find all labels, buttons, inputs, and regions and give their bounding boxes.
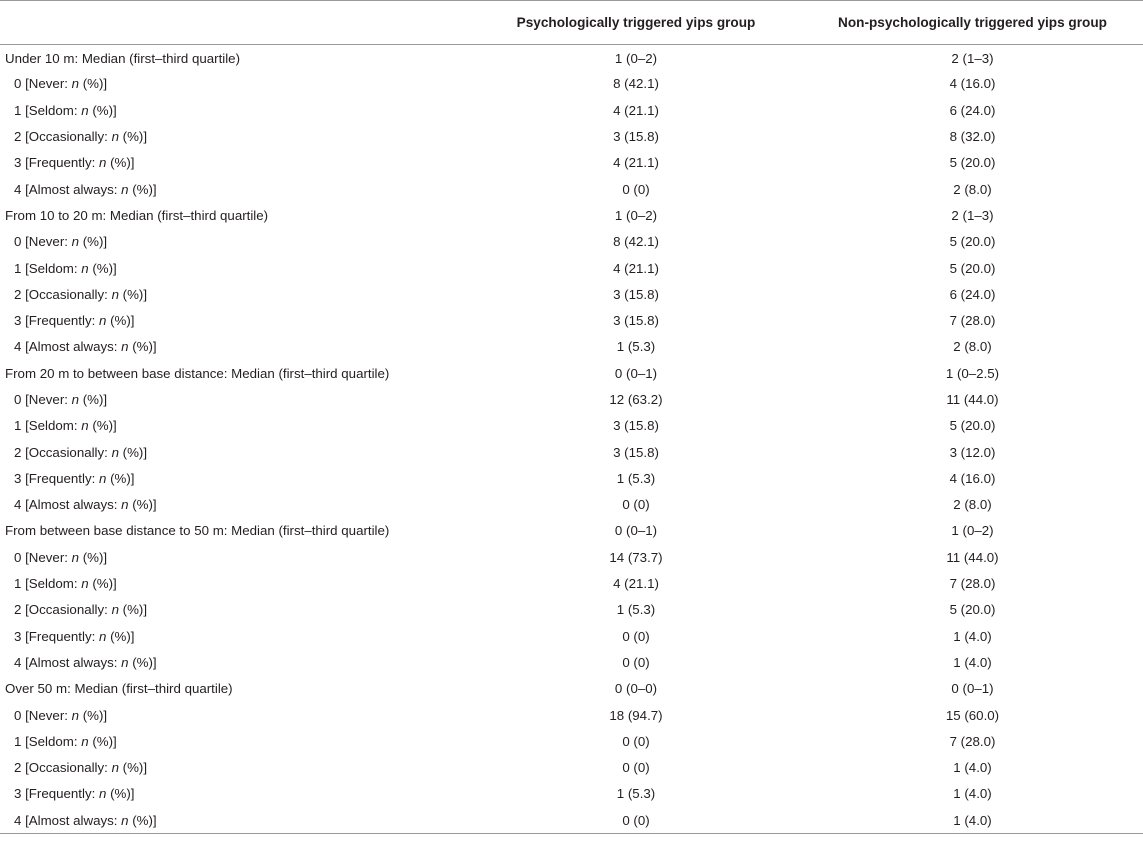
- table-row: [0, 150, 1143, 176]
- category-label: [0, 702, 470, 728]
- psychologically-triggered-value: 14 (73.7): [609, 549, 663, 565]
- non-psychologically-triggered-value: 2 (1–3): [951, 51, 994, 67]
- psychologically-triggered-value: 0 (0–1): [614, 365, 658, 381]
- category-suffix: (%)]: [128, 339, 157, 355]
- psychologically-triggered-value: 0 (0): [622, 654, 650, 670]
- category-prefix: 4 [Almost always:: [14, 654, 122, 670]
- psychologically-triggered-value: 3 (15.8): [613, 444, 659, 460]
- non-psychologically-triggered-value: 15 (60.0): [945, 707, 1000, 723]
- n-symbol: n: [111, 444, 119, 460]
- category-suffix: (%)]: [128, 812, 157, 828]
- category-label: [0, 97, 470, 123]
- n-symbol: n: [99, 155, 107, 171]
- category-prefix: 1 [Seldom:: [14, 102, 82, 118]
- non-psychologically-triggered-value: 1 (4.0): [953, 654, 992, 670]
- category-prefix: 2 [Occasionally:: [14, 286, 112, 302]
- category-prefix: 3 [Frequently:: [14, 786, 99, 802]
- category-suffix: (%)]: [79, 76, 108, 92]
- category-prefix: 4 [Almost always:: [14, 497, 122, 513]
- table-row: [0, 755, 1143, 781]
- category-prefix: 4 [Almost always:: [14, 339, 122, 355]
- table-header: [0, 1, 1143, 45]
- psychologically-triggered-value: 4 (21.1): [613, 260, 659, 276]
- category-prefix: 3 [Frequently:: [14, 313, 99, 329]
- non-psychologically-triggered-value: 5 (20.0): [949, 155, 996, 171]
- non-psychologically-triggered-value: 2 (8.0): [953, 497, 992, 513]
- category-label: [0, 623, 470, 649]
- table-row: [0, 465, 1143, 491]
- n-symbol: n: [121, 497, 129, 513]
- non-psychologically-triggered-value: 11 (44.0): [946, 549, 999, 565]
- table-row: [0, 176, 1143, 202]
- category-suffix: (%)]: [88, 418, 117, 434]
- category-prefix: 1 [Seldom:: [14, 418, 82, 434]
- category-label: [0, 123, 470, 149]
- psychologically-triggered-value: 12 (63.2): [609, 392, 663, 407]
- section-label: From 10 to 20 m: Median (first–third quartile): [5, 207, 269, 223]
- n-symbol: n: [111, 286, 119, 302]
- category-suffix: (%)]: [88, 576, 117, 592]
- psychologically-triggered-value: 0 (0–1): [614, 523, 658, 539]
- category-label: [0, 781, 470, 807]
- header-psychologically-triggered: Psychologically triggered yips group: [470, 1, 802, 45]
- category-suffix: (%)]: [128, 497, 157, 513]
- table-row: [0, 334, 1143, 360]
- category-prefix: 0 [Never:: [14, 549, 72, 565]
- category-prefix: 4 [Almost always:: [14, 181, 122, 197]
- category-label: [0, 465, 470, 491]
- non-psychologically-triggered-value: 4 (16.0): [949, 76, 996, 92]
- psychologically-triggered-value: 0 (0): [622, 497, 650, 513]
- category-label: [0, 71, 470, 97]
- n-symbol: n: [81, 260, 89, 276]
- category-label: [0, 544, 470, 570]
- n-symbol: n: [71, 76, 80, 92]
- psychologically-triggered-value: 8 (42.1): [613, 234, 659, 250]
- table-row: [0, 386, 1143, 412]
- category-label: [0, 807, 470, 833]
- section-row: [0, 202, 1143, 228]
- table-row: [0, 255, 1143, 281]
- non-psychologically-triggered-value: 1 (0–2): [951, 523, 994, 539]
- n-symbol: n: [81, 102, 89, 118]
- category-label: [0, 150, 470, 176]
- category-suffix: (%)]: [79, 392, 108, 407]
- table-row: [0, 123, 1143, 149]
- category-prefix: 4 [Almost always:: [14, 812, 122, 828]
- category-prefix: 2 [Occasionally:: [14, 444, 112, 460]
- n-symbol: n: [99, 313, 107, 329]
- n-symbol: n: [81, 733, 89, 749]
- psychologically-triggered-value: 0 (0): [622, 628, 650, 644]
- category-prefix: 2 [Occasionally:: [14, 129, 112, 145]
- category-prefix: 0 [Never:: [14, 392, 72, 407]
- category-suffix: (%)]: [79, 549, 108, 565]
- category-suffix: (%)]: [118, 760, 148, 776]
- table-row: [0, 281, 1143, 307]
- category-label: [0, 570, 470, 596]
- category-prefix: 3 [Frequently:: [14, 470, 99, 486]
- category-prefix: 0 [Never:: [14, 707, 72, 723]
- category-label: [0, 413, 470, 439]
- n-symbol: n: [99, 628, 107, 644]
- table-row: [0, 702, 1143, 728]
- non-psychologically-triggered-value: 3 (12.0): [949, 444, 996, 460]
- non-psychologically-triggered-value: 6 (24.0): [949, 102, 996, 118]
- n-symbol: n: [71, 707, 80, 723]
- table-row: [0, 781, 1143, 807]
- psychologically-triggered-value: 1 (5.3): [616, 470, 656, 486]
- psychologically-triggered-value: 0 (0): [622, 760, 650, 776]
- category-suffix: (%)]: [106, 786, 135, 802]
- table-row: [0, 97, 1143, 123]
- n-symbol: n: [71, 392, 80, 407]
- category-prefix: 0 [Never:: [14, 76, 72, 92]
- non-psychologically-triggered-value: 2 (8.0): [953, 181, 992, 197]
- table-row: [0, 492, 1143, 518]
- category-label: [0, 597, 470, 623]
- table-row: [0, 307, 1143, 333]
- psychologically-triggered-value: 1 (5.3): [616, 339, 656, 355]
- category-suffix: (%)]: [118, 286, 148, 302]
- n-symbol: n: [111, 602, 119, 618]
- section-label: From 20 m to between base distance: Median (first–third quartile): [5, 365, 390, 381]
- section-row: [0, 518, 1143, 544]
- psychologically-triggered-value: 0 (0): [622, 733, 650, 749]
- table-row: [0, 439, 1143, 465]
- non-psychologically-triggered-value: 8 (32.0): [949, 129, 996, 145]
- category-suffix: (%)]: [106, 470, 135, 486]
- n-symbol: n: [81, 418, 89, 434]
- psychologically-triggered-value: 0 (0): [622, 181, 650, 197]
- psychologically-triggered-value: 8 (42.1): [613, 76, 659, 92]
- non-psychologically-triggered-value: 7 (28.0): [949, 733, 996, 749]
- category-label: [0, 229, 470, 255]
- non-psychologically-triggered-value: 7 (28.0): [949, 576, 996, 592]
- category-suffix: (%)]: [88, 733, 117, 749]
- non-psychologically-triggered-value: 6 (24.0): [949, 286, 996, 302]
- table-row: [0, 570, 1143, 596]
- psychologically-triggered-value: 1 (0–2): [614, 207, 658, 223]
- category-prefix: 0 [Never:: [14, 234, 72, 250]
- category-suffix: (%)]: [106, 628, 135, 644]
- n-symbol: n: [81, 576, 89, 592]
- non-psychologically-triggered-value: 1 (4.0): [802, 807, 1143, 833]
- category-label: [0, 728, 470, 754]
- psychologically-triggered-value: 1 (5.3): [616, 602, 656, 618]
- category-prefix: 1 [Seldom:: [14, 260, 82, 276]
- n-symbol: n: [121, 181, 129, 197]
- non-psychologically-triggered-value: 5 (20.0): [949, 418, 996, 434]
- psychologically-triggered-value: 1 (0–2): [614, 51, 658, 67]
- psychologically-triggered-value: 0 (0): [470, 807, 802, 833]
- category-suffix: (%)]: [118, 444, 148, 460]
- category-label: [0, 307, 470, 333]
- n-symbol: n: [71, 234, 80, 250]
- category-prefix: 3 [Frequently:: [14, 155, 99, 171]
- n-symbol: n: [71, 549, 80, 565]
- non-psychologically-triggered-value: 0 (0–1): [951, 681, 994, 697]
- table-row: [0, 807, 1143, 833]
- psychologically-triggered-value: 3 (15.8): [613, 286, 659, 302]
- non-psychologically-triggered-value: 2 (1–3): [951, 207, 994, 223]
- non-psychologically-triggered-value: 5 (20.0): [949, 234, 996, 250]
- category-label: [0, 386, 470, 412]
- section-label: From between base distance to 50 m: Median (first–third quartile): [5, 523, 390, 539]
- category-label: [0, 255, 470, 281]
- category-prefix: 2 [Occasionally:: [14, 602, 112, 618]
- non-psychologically-triggered-value: 1 (0–2.5): [945, 365, 1000, 381]
- psychologically-triggered-value: 4 (21.1): [613, 155, 659, 171]
- n-symbol: n: [121, 654, 129, 670]
- psychologically-triggered-value: 0 (0–0): [614, 681, 658, 697]
- category-prefix: 1 [Seldom:: [14, 576, 82, 592]
- table-row: [0, 623, 1143, 649]
- table-row: [0, 544, 1143, 570]
- category-suffix: (%)]: [88, 260, 117, 276]
- table-row: [0, 413, 1143, 439]
- n-symbol: n: [99, 470, 107, 486]
- psychologically-triggered-value: 4 (21.1): [613, 102, 659, 118]
- n-symbol: n: [111, 129, 119, 145]
- category-suffix: (%)]: [106, 155, 135, 171]
- category-label: [0, 176, 470, 202]
- category-prefix: 3 [Frequently:: [14, 628, 99, 644]
- non-psychologically-triggered-value: 5 (20.0): [949, 260, 996, 276]
- non-psychologically-triggered-value: 11 (44.0): [946, 392, 999, 407]
- table-body: [0, 45, 1143, 834]
- non-psychologically-triggered-value: 4 (16.0): [949, 470, 996, 486]
- category-label: [0, 281, 470, 307]
- category-suffix: (%)]: [118, 602, 148, 618]
- table-row: [0, 71, 1143, 97]
- n-symbol: n: [121, 339, 129, 355]
- category-prefix: 2 [Occasionally:: [14, 760, 112, 776]
- non-psychologically-triggered-value: 2 (8.0): [953, 339, 992, 355]
- category-label: [0, 334, 470, 360]
- psychologically-triggered-value: 4 (21.1): [613, 576, 659, 592]
- n-symbol: n: [121, 812, 129, 828]
- category-suffix: (%)]: [79, 707, 108, 723]
- table-row: [0, 597, 1143, 623]
- category-label: [0, 439, 470, 465]
- n-symbol: n: [111, 760, 119, 776]
- n-symbol: n: [99, 786, 107, 802]
- category-suffix: (%)]: [106, 313, 135, 329]
- table-row: [0, 649, 1143, 675]
- category-suffix: (%)]: [118, 129, 148, 145]
- section-row: [0, 45, 1143, 71]
- header-row: [0, 1, 1143, 45]
- category-label: [0, 492, 470, 518]
- header-label-cell: [0, 1, 470, 45]
- section-row: [0, 360, 1143, 386]
- category-suffix: (%)]: [128, 181, 157, 197]
- section-label: Over 50 m: Median (first–third quartile): [5, 681, 233, 697]
- psychologically-triggered-value: 3 (15.8): [613, 418, 659, 434]
- header-non-psychologically-triggered: Non-psychologically triggered yips group: [802, 1, 1143, 45]
- psychologically-triggered-value: 3 (15.8): [613, 313, 659, 329]
- psychologically-triggered-value: 18 (94.7): [609, 707, 663, 723]
- table-row: [0, 728, 1143, 754]
- category-suffix: (%)]: [79, 234, 108, 250]
- non-psychologically-triggered-value: 7 (28.0): [949, 313, 996, 329]
- section-label: Under 10 m: Median (first–third quartile): [5, 51, 241, 67]
- non-psychologically-triggered-value: 1 (4.0): [953, 760, 992, 776]
- category-label: [0, 649, 470, 675]
- non-psychologically-triggered-value: 5 (20.0): [949, 602, 996, 618]
- section-row: [0, 676, 1143, 702]
- psychologically-triggered-value: 3 (15.8): [613, 129, 659, 145]
- category-suffix: (%)]: [88, 102, 117, 118]
- non-psychologically-triggered-value: 1 (4.0): [953, 786, 992, 802]
- table-row: [0, 229, 1143, 255]
- non-psychologically-triggered-value: 1 (4.0): [953, 628, 992, 644]
- category-prefix: 1 [Seldom:: [14, 733, 82, 749]
- category-label: [0, 755, 470, 781]
- psychologically-triggered-value: 1 (5.3): [616, 786, 656, 802]
- category-suffix: (%)]: [128, 654, 157, 670]
